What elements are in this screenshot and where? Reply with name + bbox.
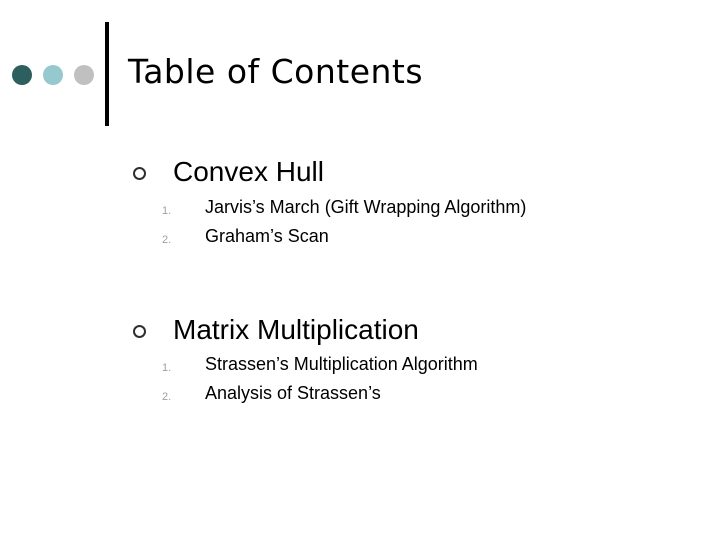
- slide-title: Table of Contents: [128, 52, 424, 91]
- list-item-grahams-scan: Graham’s Scan: [205, 226, 329, 246]
- list-item-number: 2.: [162, 391, 172, 403]
- list-item-number: 1.: [162, 205, 172, 217]
- list-item-jarvis-march: Jarvis’s March (Gift Wrapping Algorithm): [205, 197, 527, 217]
- list-item-number: 1.: [162, 362, 172, 374]
- section-heading-matrix-multiplication: Matrix Multiplication: [173, 314, 419, 345]
- decorative-dot-teal: [43, 65, 63, 85]
- list-item-number: 2.: [162, 234, 172, 246]
- list-item-strassen-analysis: Analysis of Strassen’s: [205, 383, 381, 403]
- section-heading-convex-hull: Convex Hull: [173, 156, 324, 187]
- decorative-dot-gray: [74, 65, 94, 85]
- decorative-dot-dark: [12, 65, 32, 85]
- list-item-strassen-algorithm: Strassen’s Multiplication Algorithm: [205, 354, 478, 374]
- section-bullet-icon: [133, 325, 146, 338]
- title-divider: [105, 22, 109, 126]
- section-bullet-icon: [133, 167, 146, 180]
